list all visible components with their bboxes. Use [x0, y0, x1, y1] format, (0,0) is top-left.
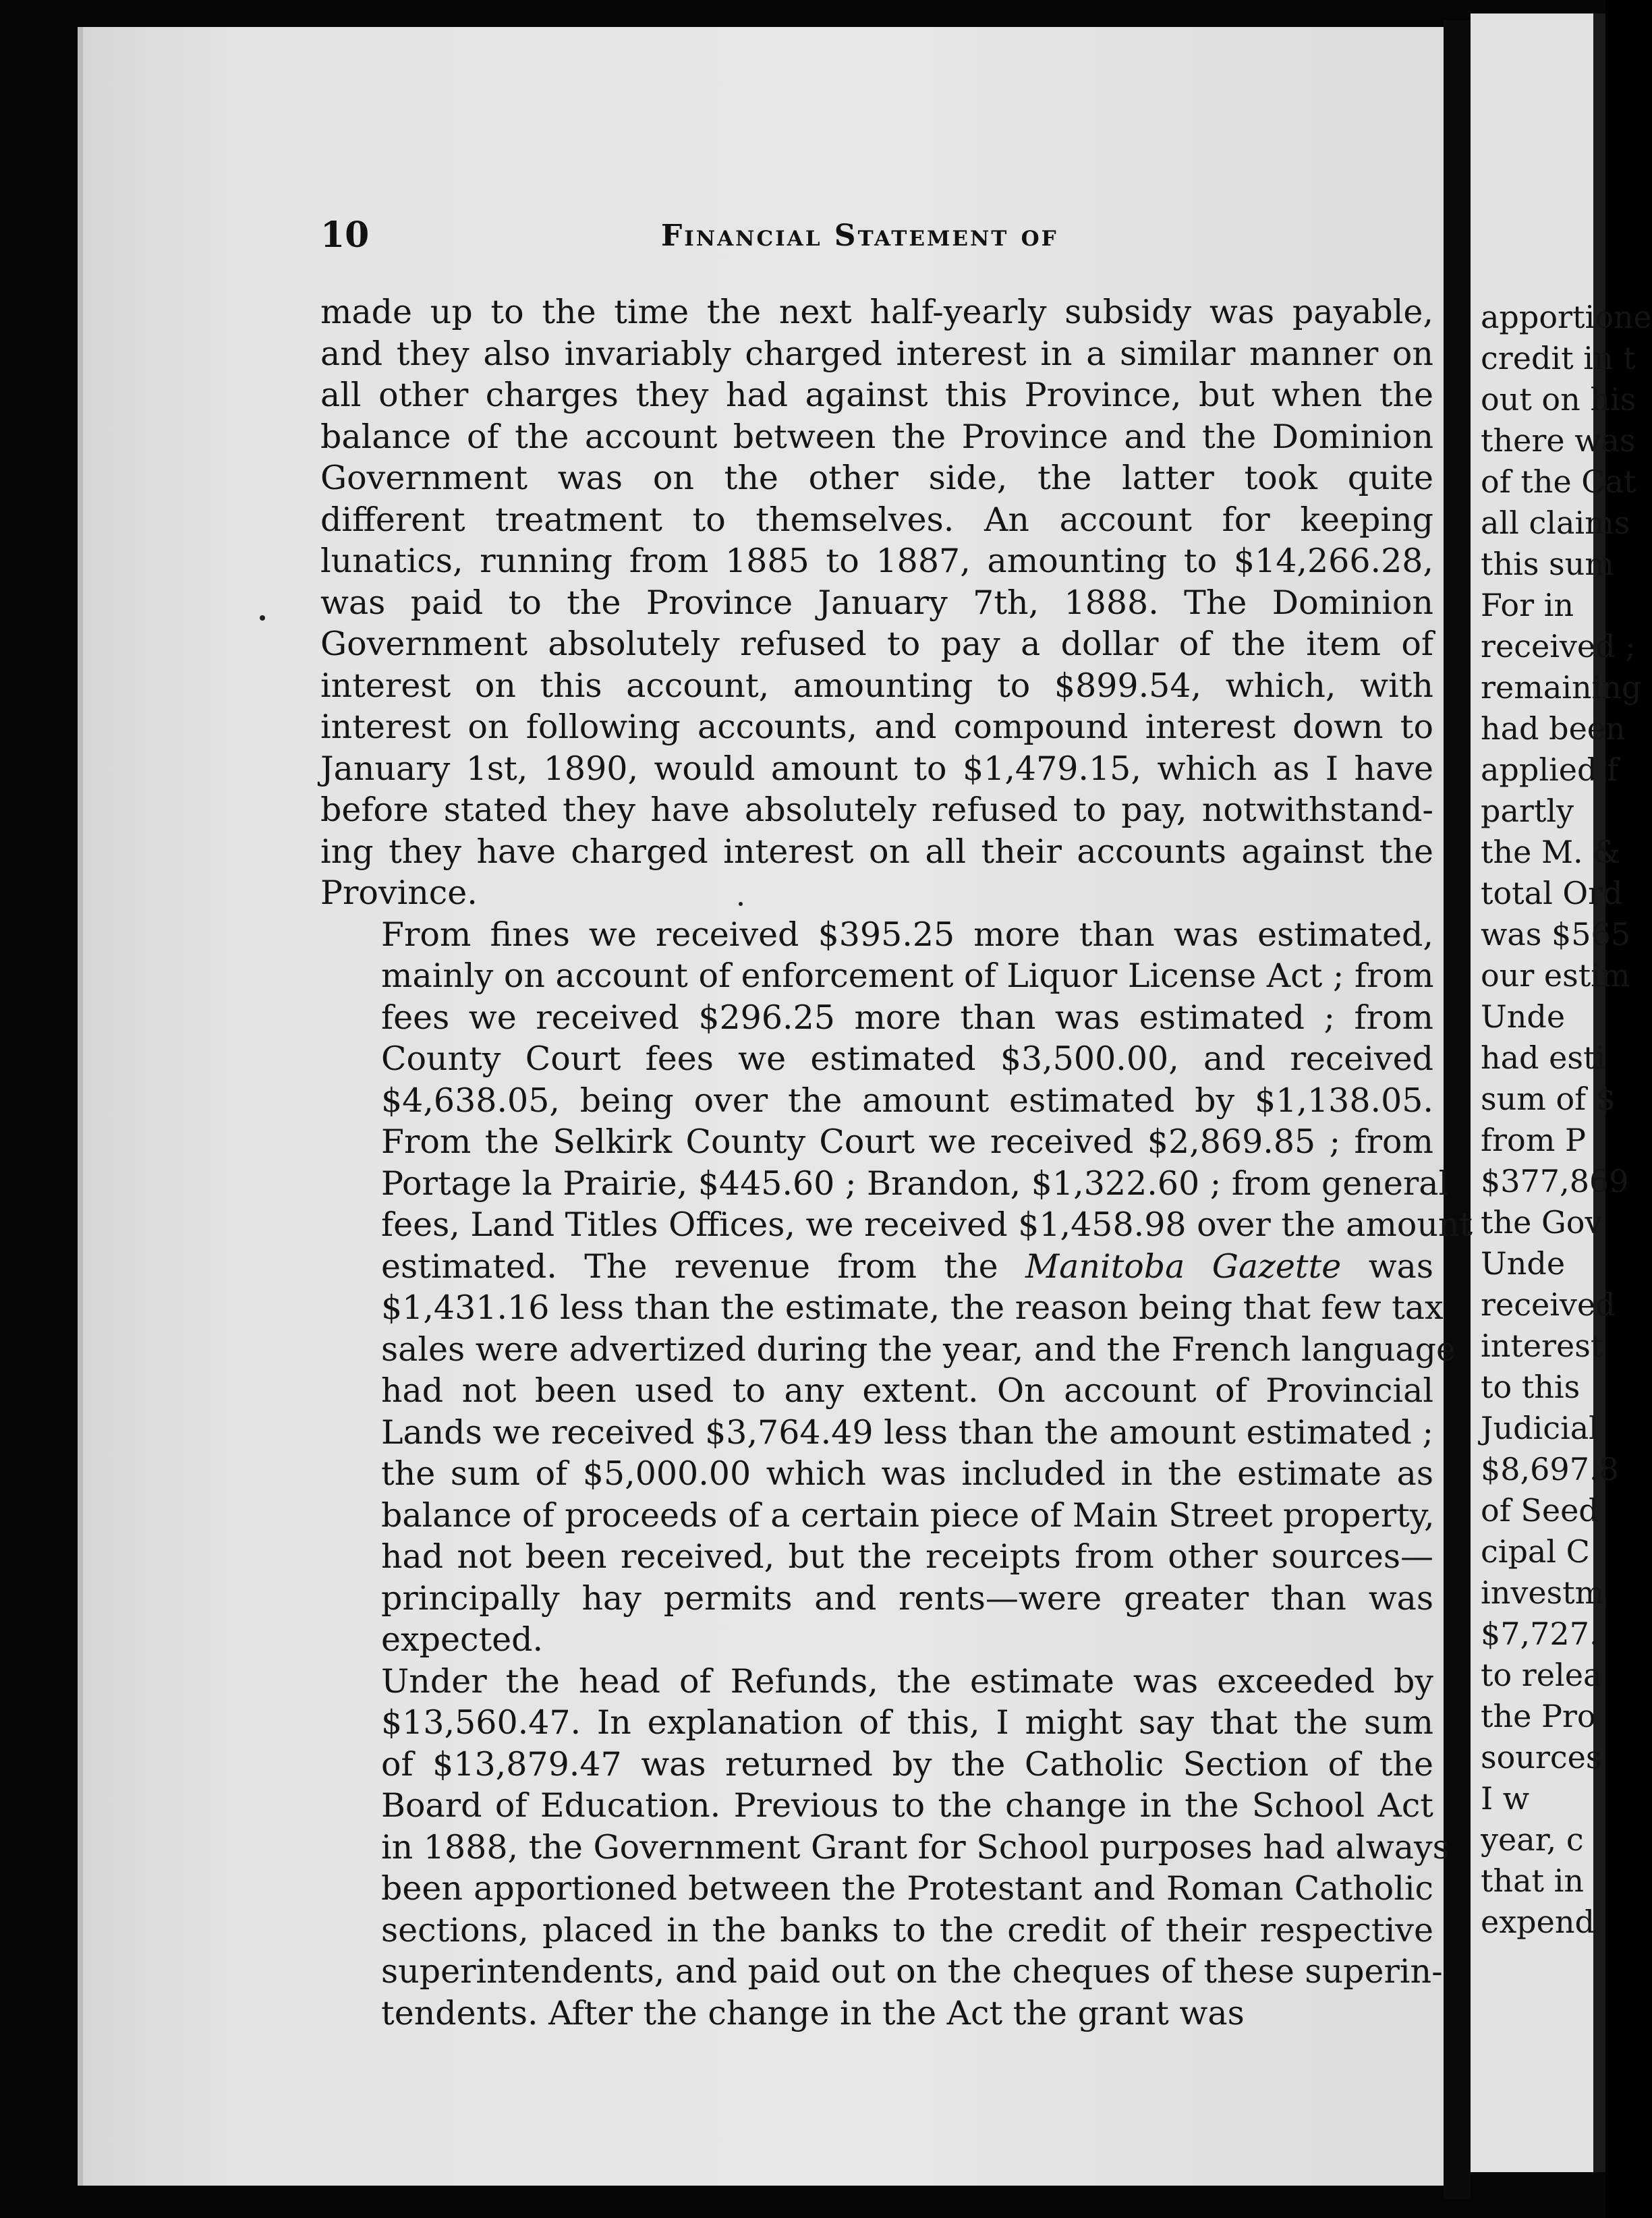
text-line: had not been received, but the receipts from other sources— — [381, 1537, 1433, 1576]
text-line: Province. — [320, 874, 478, 912]
text-line: Under the head of Refunds, the estimate was exceeded by — [381, 1661, 1433, 1701]
text-line: had not been used to any extent. On account of Provincial — [381, 1371, 1433, 1410]
facing-text-line: to this — [1481, 1369, 1580, 1405]
page-number: 10 — [320, 215, 370, 256]
page-gutter — [1444, 20, 1471, 2199]
facing-text-line: this sum — [1481, 546, 1614, 582]
facing-page-text — [1481, 297, 1652, 1943]
facing-text-line: year, c — [1481, 1821, 1584, 1858]
text-line: sections, placed in the banks to the credit of their respective — [381, 1910, 1433, 1950]
facing-text-line: received ; — [1481, 628, 1636, 664]
text-line: before stated they have absolutely refused to pay, notwithstand- — [320, 791, 1433, 829]
facing-text-line: was $565 — [1481, 916, 1631, 952]
text-line: From the Selkirk County Court we received $2,869.85 ; from — [381, 1122, 1433, 1161]
facing-text-line: to relea — [1481, 1657, 1602, 1693]
running-head: Financial Statement of — [661, 219, 1058, 253]
text-line: balance of the account between the Province and the Dominion — [320, 417, 1433, 456]
text-line: interest on this account, amounting to $899.54, which, with — [320, 666, 1433, 705]
text-line: County Court fees we estimated $3,500.00, and received — [381, 1040, 1433, 1078]
paragraph-3 — [320, 1661, 1450, 2035]
text-line: January 1st, 1890, would amount to $1,479.15, which as I have — [320, 749, 1433, 788]
text-line: superintendents, and paid out on the cheques of these superin- — [381, 1952, 1443, 1991]
text-line: Lands we received $3,764.49 less than the amount estimated ; — [381, 1413, 1433, 1452]
text-line: fees, Land Titles Offices, we received $1,458.98 over the amount — [381, 1205, 1473, 1244]
facing-text-line: partly — [1481, 793, 1574, 829]
text-line: sales were advertized during the year, and the French language — [381, 1330, 1456, 1369]
facing-text-line: applied f — [1481, 751, 1619, 788]
text-line: fees we received $296.25 more than was estimated ; from — [381, 998, 1433, 1037]
text-line: tendents. After the change in the Act the grant was — [381, 1993, 1245, 2032]
facing-text-line: credit in t — [1481, 340, 1636, 376]
facing-text-line: $377,869 — [1481, 1163, 1629, 1199]
text-line: in 1888, the Government Grant for School purposes had always — [381, 1827, 1450, 1867]
facing-text-line: the Gov — [1481, 1204, 1603, 1241]
text-line: $4,638.05, being over the amount estimated by $1,138.05. — [381, 1081, 1433, 1120]
text-line: Government was on the other side, the latter took quite — [320, 459, 1433, 497]
text-line: expected. — [381, 1620, 544, 1659]
text-line: Government absolutely refused to pay a dollar of the item of — [320, 625, 1433, 663]
text-line: Board of Education. Previous to the change in the School Act — [381, 1786, 1433, 1825]
facing-text-line: Unde — [1481, 998, 1566, 1035]
facing-text-line: of Seed — [1481, 1492, 1599, 1529]
text-line: been apportioned between the Protestant and Roman Catholic — [381, 1869, 1433, 1908]
text-line: mainly on account of enforcement of Liquor License Act ; from — [381, 957, 1434, 995]
text-line: From fines we received $395.25 more than was estimated, — [381, 915, 1433, 954]
text-line: balance of proceeds of a certain piece of Main Street property, — [381, 1496, 1435, 1535]
facing-text-line: Unde — [1481, 1245, 1566, 1282]
facing-text-line: had been — [1481, 710, 1626, 747]
facing-text-line: Judicial — [1481, 1410, 1599, 1446]
text-line: all other charges they had against this Province, but when the — [320, 376, 1433, 414]
text-line: of $13,879.47 was returned by the Catholic Section of the — [381, 1744, 1433, 1784]
text-line: made up to the time the next half-yearly subsidy was payable, — [320, 293, 1433, 331]
text-line: the sum of $5,000.00 which was included in the estimate as — [381, 1454, 1433, 1493]
facing-text-line: I w — [1481, 1780, 1530, 1817]
facing-text-line: cipal C — [1481, 1533, 1590, 1570]
text-line: interest on following accounts, and compound interest down to — [320, 708, 1433, 746]
facing-text-line: there was — [1481, 422, 1636, 459]
text-line: was paid to the Province January 7th, 1888. The Dominion — [320, 583, 1433, 622]
facing-text-line: investm — [1481, 1574, 1605, 1611]
facing-text-line: received — [1481, 1286, 1616, 1323]
body-text — [320, 291, 1473, 2034]
facing-text-line: For in — [1481, 587, 1574, 623]
facing-text-line: expend — [1481, 1904, 1595, 1940]
facing-text-line: remaining — [1481, 669, 1642, 706]
publication-title: Manitoba Gazette — [1025, 1247, 1342, 1286]
scan-speck — [260, 615, 265, 621]
text-line: lunatics, running from 1885 to 1887, amounting to $14,266.28, — [320, 542, 1433, 580]
page-header — [0, 215, 1605, 255]
facing-text-line: sum of $ — [1481, 1081, 1616, 1117]
facing-text-line: $7,727. — [1481, 1616, 1599, 1652]
text-line: estimated. The revenue from the Manitoba Gazette was — [381, 1247, 1433, 1286]
facing-text-line: out on his — [1481, 381, 1636, 418]
paragraph-1 — [320, 291, 1433, 914]
facing-text-line: apportione — [1481, 299, 1652, 335]
scan-speck — [739, 902, 743, 906]
text-line: $13,560.47. In explanation of this, I might say that the sum — [381, 1703, 1433, 1742]
facing-text-line: from P — [1481, 1122, 1586, 1158]
facing-text-line: had esti — [1481, 1040, 1606, 1076]
paragraph-2 — [320, 914, 1473, 1661]
text-line: principally hay permits and rents—were greater than was — [381, 1579, 1433, 1618]
facing-text-line: of the Cat — [1481, 463, 1636, 500]
facing-text-line: $8,697.8 — [1481, 1451, 1619, 1487]
facing-text-line: that in — [1481, 1862, 1584, 1899]
text-line: $1,431.16 less than the estimate, the reason being that few tax — [381, 1288, 1444, 1327]
facing-text-line: interest — [1481, 1328, 1603, 1364]
facing-text-line: sources — [1481, 1739, 1602, 1775]
facing-text-line: the M. & — [1481, 834, 1621, 870]
facing-text-line: total Ord — [1481, 875, 1623, 911]
text-line: ing they have charged interest on all their accounts against the — [320, 832, 1433, 871]
facing-text-line: our estim — [1481, 957, 1630, 994]
text-line: Portage la Prairie, $445.60 ; Brandon, $1,322.60 ; from general — [381, 1164, 1450, 1203]
text-line: and they also invariably charged interest in a similar manner on — [320, 334, 1433, 373]
facing-text-line: the Pro — [1481, 1698, 1596, 1734]
facing-text-line: all claims — [1481, 505, 1630, 541]
text-line: different treatment to themselves. An account for keeping — [320, 500, 1433, 539]
